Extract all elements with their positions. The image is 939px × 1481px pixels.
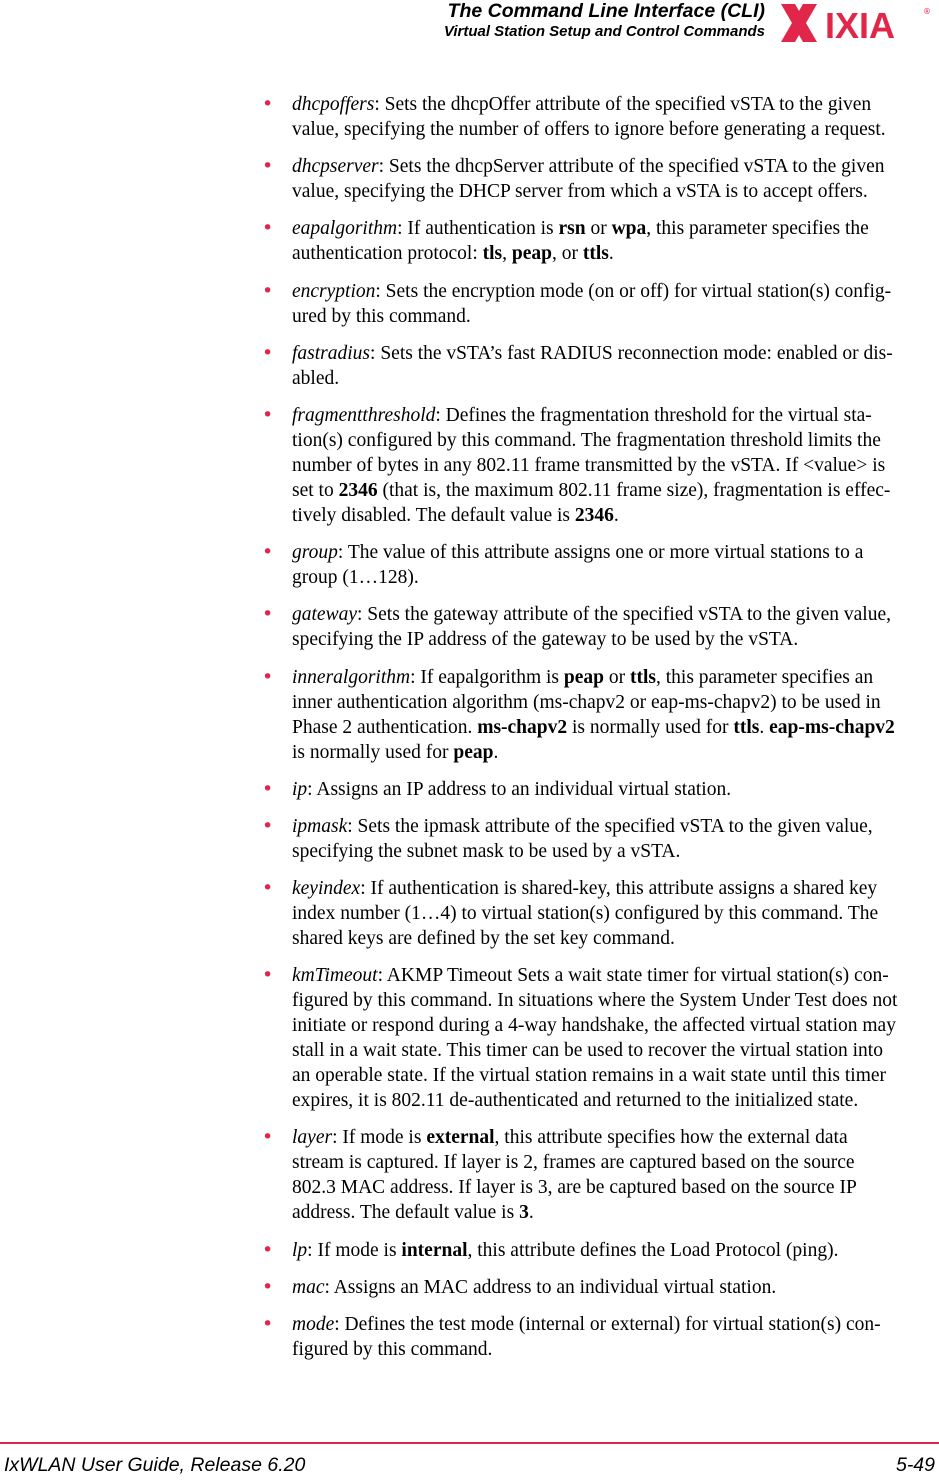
parameter-term: lp xyxy=(292,1239,308,1261)
bullet-line xyxy=(292,1125,939,1150)
description-text: tion(s) configured by this command. The fragmentation threshold limits the xyxy=(292,429,881,451)
parameter-term: fastradius xyxy=(292,342,371,364)
bullet-item-group xyxy=(262,540,939,590)
bullet-icon: • xyxy=(262,877,274,900)
parameter-term: mode xyxy=(292,1314,335,1335)
description-text: set to xyxy=(292,479,339,501)
bullet-line xyxy=(292,740,939,765)
parameter-term: gateway xyxy=(292,604,357,626)
bullet-line xyxy=(292,901,939,926)
bullet-line xyxy=(292,366,939,391)
bullet-line xyxy=(292,540,939,565)
bullet-line xyxy=(292,1312,939,1337)
parameter-term: kmTimeout xyxy=(292,965,378,987)
parameter-term: dhcpoffers xyxy=(292,94,375,115)
bullet-line xyxy=(292,988,939,1013)
description-text: : The value of this attribute assigns one or more virtual stations to a xyxy=(337,542,864,564)
description-text: or xyxy=(604,666,630,688)
description-text: (that is, the maximum 802.11 frame size), fragmentation is effec- xyxy=(377,479,891,501)
bold-value: 2346 xyxy=(338,479,378,501)
bullet-item-inneralgorithm xyxy=(262,665,939,765)
description-text: . xyxy=(493,741,499,763)
bullet-line xyxy=(292,602,939,627)
bullet-icon: • xyxy=(262,777,274,800)
bullet-line xyxy=(292,627,939,652)
description-text: , this attribute defines the Load Protocol (ping). xyxy=(467,1239,839,1261)
description-text: , this attribute specifies how the external data xyxy=(494,1127,848,1149)
header-title: The Command Line Interface (CLI) xyxy=(447,0,765,22)
parameter-term: mac xyxy=(292,1276,325,1298)
bullet-icon: • xyxy=(262,155,274,178)
bullet-line xyxy=(292,1200,939,1225)
bullet-line xyxy=(292,117,939,142)
bullet-line xyxy=(292,777,939,802)
bullet-item-fastradius xyxy=(262,341,939,391)
bullet-item-mac xyxy=(262,1275,939,1300)
description-text: tively disabled. The default value is xyxy=(292,504,575,526)
bullet-line xyxy=(292,1063,939,1088)
description-text: figured by this command. xyxy=(292,1339,493,1360)
ixia-x-mark-icon xyxy=(781,4,817,42)
description-text: : Assigns an IP address to an individual virtual station. xyxy=(307,778,732,800)
bullet-item-kmTimeout xyxy=(262,963,939,1113)
bullet-line xyxy=(292,241,939,266)
description-text: number of bytes in any 802.11 frame transmitted by the vSTA. If <value> is xyxy=(292,454,886,476)
footer-rule xyxy=(0,1442,939,1444)
description-text: authentication protocol: xyxy=(292,243,483,265)
parameter-term: keyindex xyxy=(292,878,361,900)
description-text: is normally used for xyxy=(292,741,454,763)
logo-text: IXIA xyxy=(825,5,896,46)
bullet-item-ip xyxy=(262,777,939,802)
description-text: initiate or respond during a 4-way handshake, the affected virtual station may xyxy=(292,1015,896,1037)
bullet-line xyxy=(292,963,939,988)
bullet-line xyxy=(292,279,939,304)
bold-value: ttls xyxy=(733,716,760,738)
description-text: figured by this command. In situations where the System Under Test does not xyxy=(292,990,898,1012)
bullet-line xyxy=(292,1038,939,1063)
description-text: group (1…128). xyxy=(292,567,419,589)
description-text: : Sets the dhcpServer attribute of the specified vSTA to the given xyxy=(378,156,885,178)
bullet-line xyxy=(292,478,939,503)
bold-value: rsn xyxy=(558,218,586,240)
bullet-icon: • xyxy=(262,814,274,837)
bullet-line xyxy=(292,403,939,428)
description-text: : Defines the test mode (internal or external) for virtual station(s) con- xyxy=(334,1314,881,1335)
bullet-item-dhcpoffers xyxy=(262,92,939,142)
description-text: , or xyxy=(551,243,583,265)
bullet-line xyxy=(292,154,939,179)
bullet-icon: • xyxy=(262,341,274,364)
bullet-item-ipmask xyxy=(262,814,939,864)
parameter-term: encryption xyxy=(292,280,376,302)
bullet-item-encryption xyxy=(262,279,939,329)
bullet-line xyxy=(292,341,939,366)
bold-value: eap-ms-chapv2 xyxy=(769,716,895,738)
bold-value: wpa xyxy=(611,218,647,240)
parameter-term: dhcpserver xyxy=(292,156,379,178)
bullet-icon: • xyxy=(262,603,274,626)
bullet-item-eapalgorithm xyxy=(262,216,939,266)
description-text: stream is captured. If layer is 2, frames are captured based on the source xyxy=(292,1152,855,1174)
bold-value: 3 xyxy=(519,1202,529,1224)
bold-value: peap xyxy=(563,666,604,688)
bold-value: internal xyxy=(401,1239,468,1261)
bullet-icon: • xyxy=(262,541,274,564)
description-text: : Sets the gateway attribute of the specified vSTA to the given value, xyxy=(356,604,891,626)
page-header xyxy=(444,0,765,42)
footer-guide-title: IxWLAN User Guide, Release 6.20 xyxy=(4,1454,306,1476)
bullet-line xyxy=(292,179,939,204)
parameter-term: ip xyxy=(292,778,308,800)
bullet-line xyxy=(292,503,939,528)
parameter-term: fragmentthreshold xyxy=(292,404,436,426)
description-text: is normally used for xyxy=(567,716,734,738)
description-text: address. The default value is xyxy=(292,1202,520,1224)
description-text: : If mode is xyxy=(332,1127,427,1149)
description-text: : Sets the encryption mode (on or off) for virtual station(s) config- xyxy=(375,280,892,302)
bullet-line xyxy=(292,1337,939,1362)
bullet-line xyxy=(292,428,939,453)
description-text: : If mode is xyxy=(307,1239,402,1261)
bullet-icon: • xyxy=(262,279,274,302)
bullet-icon: • xyxy=(262,217,274,240)
header-subtitle: Virtual Station Setup and Control Commands xyxy=(443,23,765,40)
description-text: stall in a wait state. This timer can be used to recover the virtual station into xyxy=(292,1040,883,1062)
bullet-line xyxy=(292,304,939,329)
bullet-item-keyindex xyxy=(262,876,939,951)
description-text: index number (1…4) to virtual station(s) configured by this command. The xyxy=(292,903,879,925)
bullet-line xyxy=(292,876,939,901)
description-text: value, specifying the DHCP server from which a vSTA is to accept offers. xyxy=(292,181,868,203)
bullet-icon: • xyxy=(262,964,274,987)
bullet-line xyxy=(292,453,939,478)
description-text: : If authentication is shared-key, this attribute assigns a shared key xyxy=(360,878,878,900)
bullet-line xyxy=(292,216,939,241)
bold-value: peap xyxy=(511,243,552,265)
bold-value: external xyxy=(426,1127,495,1149)
description-text: specifying the IP address of the gateway to be used by the vSTA. xyxy=(292,629,799,651)
bullet-item-gateway xyxy=(262,602,939,652)
bullet-line xyxy=(292,715,939,740)
description-text: : Sets the dhcpOffer attribute of the specified vSTA to the given xyxy=(374,94,872,115)
bullet-line xyxy=(292,1150,939,1175)
description-text: inner authentication algorithm (ms-chapv2 or eap-ms-chapv2) to be used in xyxy=(292,691,881,713)
bullet-line xyxy=(292,565,939,590)
description-text: : Assigns an MAC address to an individual virtual station. xyxy=(324,1276,777,1298)
bullet-icon: • xyxy=(262,1126,274,1149)
bullet-line xyxy=(292,926,939,951)
bullet-line xyxy=(292,1238,939,1263)
bullet-icon: • xyxy=(262,93,274,115)
description-text: expires, it is 802.11 de-authenticated and returned to the initialized state. xyxy=(292,1090,859,1112)
bullet-line xyxy=(292,690,939,715)
parameter-list xyxy=(262,92,939,1374)
bullet-line xyxy=(292,1275,939,1300)
ixia-logo xyxy=(777,0,935,46)
bullet-line xyxy=(292,1088,939,1113)
description-text: ured by this command. xyxy=(292,305,471,327)
description-text: 802.3 MAC address. If layer is 3, are be captured based on the source IP xyxy=(292,1177,857,1199)
bullet-icon: • xyxy=(262,403,274,426)
parameter-term: eapalgorithm xyxy=(292,218,398,240)
footer-page-number: 5-49 xyxy=(895,1454,935,1476)
bullet-line xyxy=(292,1013,939,1038)
bold-value: ttls xyxy=(582,243,609,265)
bullet-item-dhcpserver xyxy=(262,154,939,204)
description-text: : If eapalgorithm is xyxy=(410,666,564,688)
bullet-line xyxy=(292,665,939,690)
description-text: specifying the subnet mask to be used by a vSTA. xyxy=(292,840,681,862)
parameter-term: group xyxy=(292,542,338,564)
bullet-icon: • xyxy=(262,1313,274,1335)
bullet-line xyxy=(292,1175,939,1200)
description-text: : Defines the fragmentation threshold for the virtual sta- xyxy=(435,404,872,426)
description-text: shared keys are defined by the set key command. xyxy=(292,928,675,950)
bullet-line xyxy=(292,92,939,117)
bullet-item-fragmentthreshold xyxy=(262,403,939,528)
description-text: , xyxy=(502,243,512,265)
bold-value: ttls xyxy=(630,666,656,688)
bullet-item-lp xyxy=(262,1238,939,1263)
description-text: . xyxy=(608,243,614,265)
description-text: . xyxy=(613,504,619,526)
description-text: : Sets the ipmask attribute of the specified vSTA to the given value, xyxy=(347,815,873,837)
bold-value: tls xyxy=(482,243,503,265)
description-text: . xyxy=(528,1202,534,1224)
parameter-term: ipmask xyxy=(292,815,348,837)
bullet-icon: • xyxy=(262,665,274,688)
bullet-icon: • xyxy=(262,1275,274,1298)
description-text: : If authentication is xyxy=(397,218,559,240)
description-text: : AKMP Timeout Sets a wait state timer for virtual station(s) con- xyxy=(377,965,889,987)
description-text: Phase 2 authentication. xyxy=(292,716,478,738)
parameter-term: layer xyxy=(292,1127,333,1149)
description-text: . xyxy=(759,716,770,738)
description-text: , this parameter specifies an xyxy=(656,666,874,688)
bullet-line xyxy=(292,814,939,839)
bold-value: 2346 xyxy=(574,504,614,526)
parameter-term: inneralgorithm xyxy=(292,666,411,688)
bullet-line xyxy=(292,839,939,864)
description-text: value, specifying the number of offers to ignore before generating a request. xyxy=(292,119,886,140)
bullet-item-layer xyxy=(262,1125,939,1225)
bold-value: ms-chapv2 xyxy=(477,716,568,738)
registered-mark-icon: ® xyxy=(923,7,931,16)
description-text: an operable state. If the virtual station remains in a wait state until this timer xyxy=(292,1065,887,1087)
bullet-icon: • xyxy=(262,1238,274,1261)
bullet-item-mode xyxy=(262,1312,939,1362)
bold-value: peap xyxy=(453,741,494,763)
description-text: , this parameter specifies the xyxy=(646,218,869,240)
description-text: abled. xyxy=(292,367,340,389)
description-text: : Sets the vSTA’s fast RADIUS reconnection mode: enabled or dis- xyxy=(370,342,893,364)
description-text: or xyxy=(585,218,612,240)
